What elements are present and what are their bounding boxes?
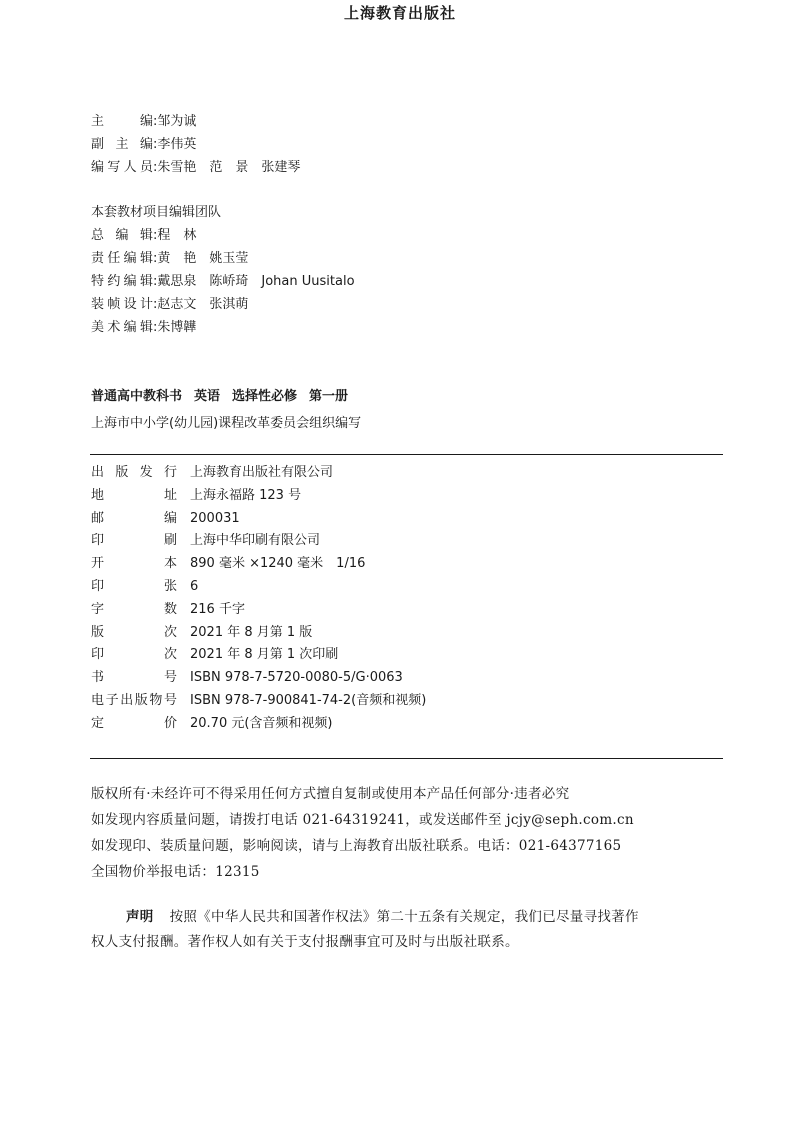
team-value: 黄 艳 姚玉莹: [157, 251, 249, 266]
info-label: 书 号: [91, 670, 177, 686]
divider-bottom: [90, 758, 723, 759]
info-label: 版 次: [91, 624, 177, 640]
info-value: 上海教育出版社有限公司: [190, 465, 334, 480]
info-row: [91, 485, 426, 508]
team-label: 装帧设计: [91, 297, 153, 312]
info-label: 印 刷: [91, 533, 177, 549]
team-row: [91, 293, 355, 316]
price-report-notice: 全国物价举报电话：12315: [91, 864, 260, 880]
info-label: 出版发行: [91, 465, 177, 480]
info-row: [91, 713, 426, 736]
book-title-part: 选择性必修: [232, 389, 298, 404]
info-value: ISBN 978-7-5720-0080-5/G·0063: [190, 670, 403, 686]
copyright-notices: [91, 781, 634, 885]
team-label: 美术编辑: [91, 320, 153, 335]
info-label: 印 张: [91, 578, 177, 594]
team-value: 朱博韡: [157, 320, 197, 335]
credit-separator: :: [153, 160, 158, 175]
info-row: [91, 530, 426, 553]
team-label: 总 编 辑: [91, 228, 153, 243]
credit-value: 李伟英: [157, 137, 197, 152]
statement-heading: 声明: [126, 909, 154, 925]
statement-line: [91, 905, 731, 930]
book-title: [91, 385, 360, 404]
statement-text: 按照《中华人民共和国著作权法》第二十五条有关规定，我们已尽量寻找著作: [169, 909, 639, 925]
info-label: 开 本: [91, 556, 177, 572]
info-label: 定 价: [91, 715, 177, 731]
info-row: [91, 462, 426, 485]
statement: [91, 905, 731, 955]
team-separator: :: [153, 251, 158, 266]
compiler-line: 上海市中小学(幼儿园)课程改革委员会组织编写: [91, 416, 362, 431]
team-separator: :: [153, 274, 158, 289]
book-title-part: 第一册: [309, 389, 349, 404]
credit-row: [91, 110, 300, 133]
info-row: [91, 508, 426, 531]
info-label: 印 次: [91, 647, 177, 663]
info-row: [91, 644, 426, 667]
team-label: 特约编辑: [91, 274, 153, 289]
credit-value: 朱雪艳 范 景 张建琴: [157, 160, 301, 175]
team-value: 赵志文 张淇萌: [157, 297, 249, 312]
team-separator: :: [153, 297, 158, 312]
info-value: 2021 年 8 月第 1 版: [190, 624, 313, 640]
info-row: [91, 622, 426, 645]
book-title-part: 普通高中教科书: [91, 389, 183, 404]
info-row: [91, 599, 426, 622]
info-row: [91, 690, 426, 713]
credit-row: [91, 156, 300, 179]
team-separator: :: [153, 320, 158, 335]
publisher-header: 上海教育出版社: [343, 4, 456, 22]
book-title-part: 英语: [194, 389, 221, 404]
team-value: 程 林: [157, 228, 197, 243]
team-row: [91, 247, 355, 270]
team-title: 本套教材项目编辑团队: [91, 205, 222, 220]
editorial-team: [91, 201, 355, 339]
info-value: 上海中华印刷有限公司: [190, 533, 321, 549]
info-label: 地 址: [91, 487, 177, 503]
copyright-notice: 版权所有·未经许可不得采用任何方式擅自复制或使用本产品任何部分·违者必究: [91, 786, 570, 802]
info-value: ISBN 978-7-900841-74-2(音频和视频): [190, 692, 427, 708]
credit-row: [91, 133, 300, 156]
credit-separator: :: [153, 137, 158, 152]
info-value: 200031: [190, 510, 240, 526]
info-value: 上海永福路 123 号: [190, 487, 302, 503]
info-value: 216 千字: [190, 601, 245, 617]
print-quality-notice: 如发现印、装质量问题，影响阅读，请与上海教育出版社联系。电话：021-64377165: [91, 838, 622, 854]
info-value: 2021 年 8 月第 1 次印刷: [190, 647, 339, 663]
credit-label: 主 编: [91, 114, 153, 129]
credit-label: 编写人员: [91, 160, 153, 175]
team-separator: :: [153, 228, 158, 243]
team-row: [91, 316, 355, 339]
author-credits: [91, 110, 300, 179]
team-value: 戴思泉 陈峤琦 Johan Uusitalo: [157, 274, 355, 289]
info-label: 邮 编: [91, 510, 177, 526]
info-value: 6: [190, 578, 199, 594]
credit-label: 副 主 编: [91, 137, 153, 152]
team-row: [91, 224, 355, 247]
divider-top: [90, 454, 723, 455]
publication-info: [91, 462, 426, 736]
credit-value: 邹为诚: [157, 114, 197, 129]
quality-contact-notice: 如发现内容质量问题，请拨打电话 021-64319241，或发送邮件至 jcjy@seph.com.cn: [91, 812, 634, 828]
info-value: 890 毫米 ×1240 毫米 1/16: [190, 556, 366, 572]
info-label: 字 数: [91, 601, 177, 617]
info-row: [91, 667, 426, 690]
info-row: [91, 576, 426, 599]
team-row: [91, 270, 355, 293]
info-label: 电子出版物号: [91, 692, 177, 708]
statement-line: 权人支付报酬。著作权人如有关于支付报酬事宜可及时与出版社联系。: [91, 934, 519, 950]
info-value: 20.70 元(含音频和视频): [190, 715, 333, 731]
info-row: [91, 553, 426, 576]
team-label: 责任编辑: [91, 251, 153, 266]
credit-separator: :: [153, 114, 158, 129]
